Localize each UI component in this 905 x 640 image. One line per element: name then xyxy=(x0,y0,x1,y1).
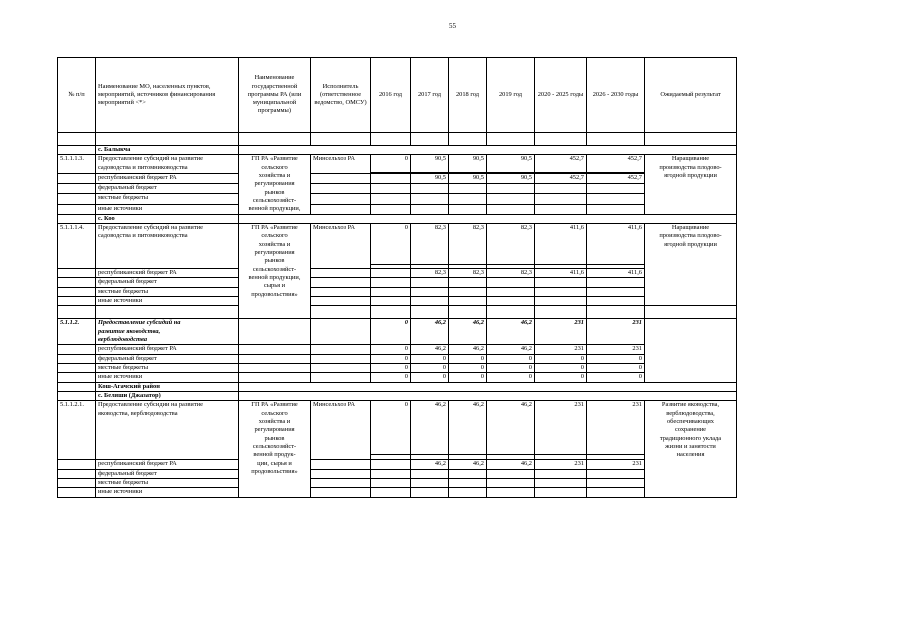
spacer-row xyxy=(58,306,737,319)
table-row: иные источники xyxy=(58,488,737,497)
table-row: 5.1.1.1.4. Предоставление субсидий на развитие садоводства и питомниководства ГП РА «Развитие сельского хозяйства и регулирования рынков сельскохозяйст- венной продукции, сырья и продовольствия» Минсельхоз РА 0 82,3 82,3 82,3 411,6 411,6 Наращивание производства плодово- ягодной продукции xyxy=(58,223,737,264)
row-number: 5.1.1.2.1. xyxy=(58,401,96,460)
program-name: ГП РА «Развитие сельского хозяйства и регулирования рынков сельскохозяйст- венной продук- ции, сырья и продовольствия» xyxy=(239,401,311,497)
expected-result: Наращивание производства плодово- ягодной продукции xyxy=(645,223,737,305)
table-row: республиканский бюджет РА 82,3 82,3 82,3 411,6 411,6 xyxy=(58,268,737,277)
table-row: 5.1.1.2.1. Предоставление субсидии на развитие яководства, верблюдоводства ГП РА «Развитие сельского хозяйства и регулирования рынков сельскохозяйст- венной продук- ции, сырья и продовольствия» Минсельхоз РА 0 46,2 46,2 46,2 231 231 Развитие яководства, верблюдоводства, обеспечивающих сохранение традиционного уклада жизни и занятости населения xyxy=(58,401,737,454)
expected-result: Развитие яководства, верблюдоводства, обеспечивающих сохранение традиционного уклада жизни и занятости населения xyxy=(645,401,737,497)
header-2018: 2018 год xyxy=(449,58,487,133)
table-row: федеральный бюджет 0 0 0 0 0 0 xyxy=(58,354,737,363)
row-number: 5.1.1.1.3. xyxy=(58,155,96,174)
header-2019: 2019 год xyxy=(487,58,535,133)
locality-row xyxy=(58,214,737,223)
program-name: ГП РА «Развитие сельского хозяйства и регулирования рынков сельскохозяйст- венной продукции, xyxy=(239,155,311,214)
table-row: иные источники xyxy=(58,296,737,305)
locality-row xyxy=(58,146,737,155)
header-num: № п/п xyxy=(58,58,96,133)
locality-name: с. Балыкча xyxy=(96,146,239,155)
table-row: федеральный бюджет xyxy=(58,184,737,194)
header-2020-2025: 2020 - 2025 годы xyxy=(535,58,587,133)
measure-name: Предоставление субсидии на развитие яководства, верблюдоводства xyxy=(96,401,239,460)
table-row: иные источники 0 0 0 0 0 0 xyxy=(58,373,737,382)
table-row: 5.1.1.1.3. Предоставление субсидий на развитие садоводства и питомниководства ГП РА «Развитие сельского хозяйства и регулирования рынков сельскохозяйст- венной продукции, Минсельхоз РА 0 90,5 90,5 90,5 452,7 452,7 Наращивание производства плодово- ягодной продукции xyxy=(58,155,737,172)
program-table xyxy=(57,57,737,498)
row-number: 5.1.1.2. xyxy=(58,319,96,345)
measure-name: Предоставление субсидий на развитие садоводства и питомниководства xyxy=(96,155,239,174)
locality-row xyxy=(58,391,737,400)
table-row: федеральный бюджет xyxy=(58,278,737,287)
header-name: Наименование МО, населенных пунктов, мероприятий, источников финансирования мероприятий <*> xyxy=(96,58,239,133)
district-name: Кош-Агачский район xyxy=(96,382,239,391)
table-row: местные бюджеты 0 0 0 0 0 0 xyxy=(58,363,737,372)
header-2026-2030: 2026 - 2030 годы xyxy=(587,58,645,133)
table-row: республиканский бюджет РА 0 46,2 46,2 46,2 231 231 xyxy=(58,345,737,354)
expected-result: Наращивание производства плодово- ягодной продукции xyxy=(645,155,737,214)
table-row: федеральный бюджет xyxy=(58,469,737,478)
district-row xyxy=(58,382,737,391)
locality-name: с. Беляши (Джазатор) xyxy=(96,391,239,400)
executor: Минсельхоз РА xyxy=(311,401,371,460)
measure-name: Предоставление субсидий на развитие яководства, верблюдоводства xyxy=(96,319,239,345)
table-row: иные источники xyxy=(58,204,737,214)
page-number: 55 xyxy=(449,22,456,30)
table-row: местные бюджеты xyxy=(58,478,737,487)
table-row: местные бюджеты xyxy=(58,194,737,204)
header-2016: 2016 год xyxy=(371,58,411,133)
measure-name: Предоставление субсидий на развитие садоводства и питомниководства xyxy=(96,223,239,268)
header-executor: Исполнитель (ответственное ведомство, ОМСУ) xyxy=(311,58,371,133)
program-name: ГП РА «Развитие сельского хозяйства и регулирования рынков сельскохозяйст- венной продукции, сырья и продовольствия» xyxy=(239,223,311,318)
table-row: 5.1.1.2. Предоставление субсидий на развитие яководства, верблюдоводства 0 46,2 46,2 46,2 231 231 xyxy=(58,319,737,345)
header-result: Ожидаемый результат xyxy=(645,58,737,133)
table-row: республиканский бюджет РА 46,2 46,2 46,2 231 231 xyxy=(58,460,737,469)
executor: Минсельхоз РА xyxy=(311,223,371,268)
spacer-row xyxy=(58,133,737,146)
row-number: 5.1.1.1.4. xyxy=(58,223,96,268)
table-row: местные бюджеты xyxy=(58,287,737,296)
executor: Минсельхоз РА xyxy=(311,155,371,174)
header-row xyxy=(58,58,737,133)
header-program: Наименование государственной программы РА (или муниципальной программы) xyxy=(239,58,311,133)
locality-name: с. Коо xyxy=(96,214,239,223)
header-2017: 2017 год xyxy=(411,58,449,133)
table-row: республиканский бюджет РА 90,5 90,5 90,5 452,7 452,7 xyxy=(58,174,737,184)
